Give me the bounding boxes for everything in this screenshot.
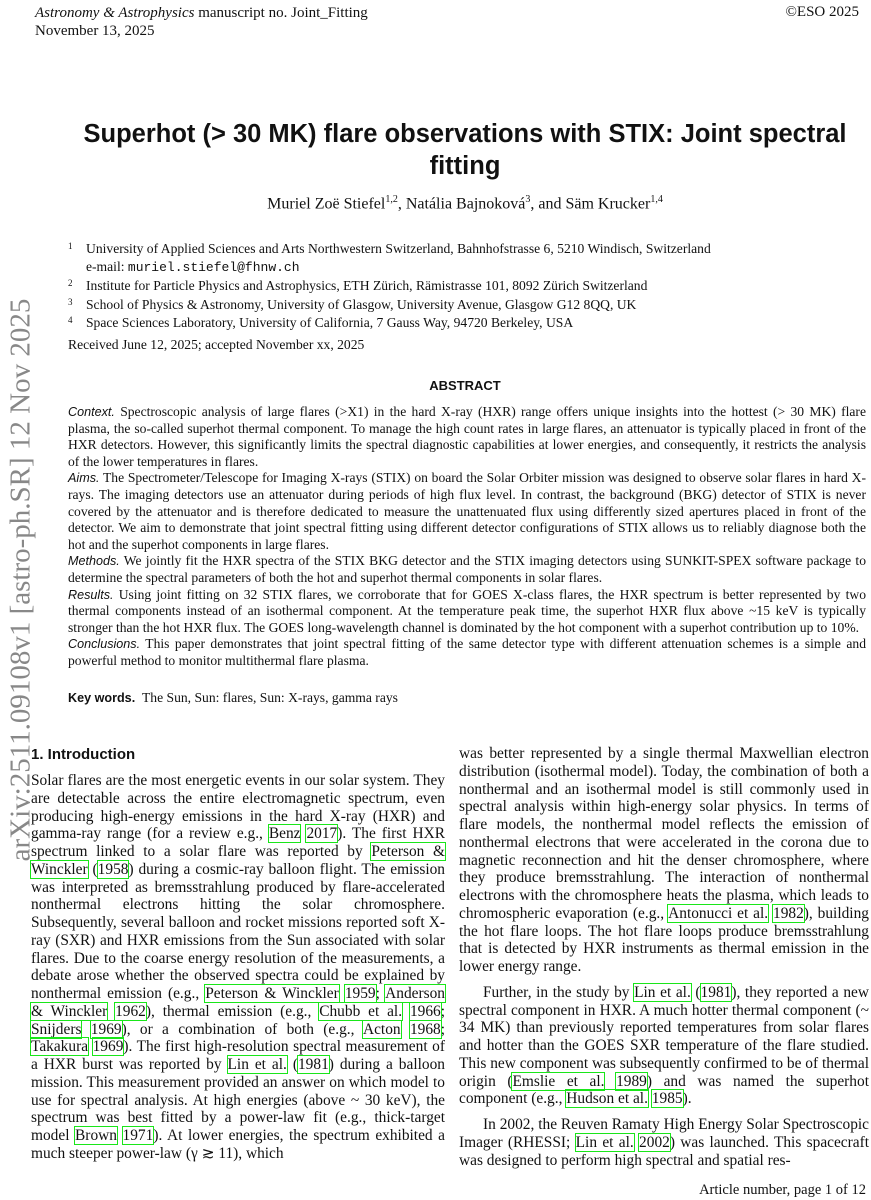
body-text: ) during a cosmic-ray balloon flight. The emission was interpreted as bremsstrahlung produced by flare-accelerated nonthermal electrons hitting the solar chromosphere. Subsequently, several balloon and rocket missions reported soft X-ray (SXR) and HXR emissions from the Sun associated with solar flares. Due to the coarse energy resolution of the measurements, a debate arose whether the observed spectra could be explained by nonthermal emission (e.g., — [31, 860, 445, 1002]
body-text — [88, 1038, 93, 1055]
abstract-section — [68, 404, 866, 470]
abstract-text: We jointly fit the HXR spectra of the STIX BKG detector and the STIX imaging detectors using SUNKIT-SPEX software package to determine the spectral parameters of both the hot and superhot thermal components in solar flares. — [68, 553, 866, 585]
page-footer: Article number, page 1 of 12 — [699, 1182, 866, 1198]
section-heading: 1. Introduction — [31, 746, 136, 763]
body-text: ), they reported a new spectral component in HXR. A much hotter thermal component (~ 34 MK) than previously reported temperatures from solar flares and hotter than the GOES SXR temperature of the flare studied. This new component was subsequently confirmed to be of thermal origin ( — [459, 983, 869, 1090]
citation-link[interactable]: Acton — [362, 1020, 401, 1038]
received-date: Received June 12, 2025; accepted November xx, 2025 — [68, 337, 365, 352]
body-text: ; — [440, 1020, 445, 1038]
citation-link[interactable]: 1981 — [297, 1056, 329, 1073]
abstract-section — [68, 553, 866, 586]
body-paragraph — [459, 745, 869, 976]
author-name: Muriel Zoë Stiefel — [267, 195, 386, 213]
body-text: In 2002, the Reuven Ramaty High Energy Solar Spectroscopic Imager (RHESSI; — [459, 1116, 869, 1151]
body-text — [604, 1073, 616, 1090]
right-column — [459, 745, 869, 1169]
citation-link[interactable]: 2017 — [306, 825, 338, 843]
author-affiliation-marker: 3 — [525, 194, 531, 205]
body-text: ), thermal emission (e.g., — [145, 1002, 320, 1020]
body-text — [339, 985, 345, 1002]
body-text: ), building the hot flare loops. The hot flare loops produce bremsstrahlung that is detected by HXR instruments as thermal emission in the lower energy range. — [459, 904, 869, 975]
copyright: ©ESO 2025 — [785, 4, 859, 20]
citation-link[interactable]: 1971 — [122, 1127, 154, 1144]
citation-link[interactable]: 1989 — [616, 1072, 647, 1090]
email-link[interactable]: muriel.stiefel@fhnw.ch — [127, 260, 300, 276]
citation-link[interactable]: 1969 — [90, 1020, 122, 1038]
body-text: ). The first HXR spectrum linked to a solar flare was reported by — [31, 825, 445, 860]
body-text: ( — [286, 1056, 298, 1073]
citation-link[interactable]: 1962 — [115, 1002, 146, 1020]
abstract-section — [68, 636, 866, 669]
body-text: ). The first high-resolution spectral measurement of a HXR burst was reported by — [31, 1038, 445, 1073]
citation-link[interactable]: 1981 — [700, 983, 732, 1001]
abstract-label: Aims. — [68, 471, 100, 486]
email-label: e-mail: — [86, 259, 128, 275]
body-paragraph — [459, 984, 869, 1108]
body-text: ( — [87, 860, 98, 878]
body-text — [402, 1003, 410, 1020]
body-text: ; — [440, 1002, 445, 1020]
body-text: Further, in the study by — [483, 983, 635, 1001]
abstract-label: Methods. — [68, 554, 120, 569]
abstract-section — [68, 587, 866, 637]
affiliation — [68, 314, 711, 332]
abstract-text: The Spectrometer/Telescope for Imaging X-rays (STIX) on board the Solar Orbiter mission was designed to observe solar flares in hard X-rays. The imaging detectors use an attenuator during periods of high flux level. In contrast, the background (BKG) detector of STIX is never covered by the attenuator and is therefore dedicated to measure the unattenuated flux using differently sized apertures placed in front of the detector. We aim to demonstrate that joint spectral fitting using different detector configurations of STIX allows us to reliably diagnose both the hot and the superhot components in large flares. — [68, 470, 866, 552]
citation-link[interactable]: 1982 — [773, 904, 804, 922]
author-affiliation-marker: 1,2 — [385, 194, 398, 205]
citation-link[interactable]: 2002 — [639, 1133, 670, 1151]
author-separator: , — [397, 195, 406, 213]
body-paragraph — [31, 772, 445, 1163]
running-header — [35, 4, 368, 40]
citation-link[interactable]: Anderson & Winckler — [31, 985, 445, 1020]
body-text: ), or a combination of both (e.g., — [121, 1020, 363, 1038]
citation-link[interactable]: Chubb et al. — [319, 1002, 403, 1020]
abstract-label: Results. — [68, 587, 114, 602]
author-name: Natália Bajnoková — [405, 195, 526, 213]
manuscript-number: manuscript no. Joint_Fitting — [198, 5, 368, 21]
citation-link[interactable]: Peterson & Winckler — [205, 985, 339, 1002]
body-text: was better represented by a single thermal Maxwellian electron distribution (isothermal model). Today, the combination of both a nonthermal and an isothermal model is still commonly used in spectral analysis within high-energy solar physics. In terms of flare models, the nonthermal model reflects the emission of nonthermal electrons that were accelerated in the corona due to magnetic reconnection and hit the denser chromosphere, where they produce bremsstrahlung. The interaction of nonthermal electrons with the chromosphere heats the plasma, which leads to chromospheric evaporation (e.g., — [459, 745, 869, 922]
citation-link[interactable]: 1959 — [344, 985, 376, 1002]
citation-link[interactable]: Lin et al. — [575, 1133, 634, 1151]
body-text: ) and was named the superhot component (e.g., — [459, 1072, 869, 1108]
body-text: ). At lower energies, the spectrum exhibited a much steeper power-law (γ ≳ 11), which — [31, 1127, 445, 1162]
citation-link[interactable]: Emslie et al. — [512, 1072, 605, 1090]
body-text: ). — [682, 1090, 692, 1108]
body-paragraph — [459, 1116, 869, 1169]
citation-link[interactable]: 1958 — [97, 860, 129, 878]
body-text — [107, 1003, 115, 1020]
abstract-text: Spectroscopic analysis of large flares (>X1) in the hard X-ray (HXR) range offers unique insights into the hottest (> 30 MK) flare plasma, the so-called superhot thermal component. To manage the high count rates in large flares, an attenuator is typically placed in front of the HXR detectors. However, this significantly limits the spectral diagnostic capabilities at lower energies, and consequently, it restricts the analysis of the lower temperatures in flares. — [68, 404, 866, 469]
citation-link[interactable]: 1969 — [92, 1038, 124, 1056]
affiliations — [68, 240, 711, 332]
author-name: Säm Krucker — [565, 195, 651, 213]
citation-link[interactable]: Brown — [75, 1127, 117, 1144]
body-text: ( — [690, 983, 701, 1001]
affiliation-number: 1 — [68, 241, 73, 251]
citation-link[interactable]: Peterson & Winckler — [31, 843, 445, 878]
abstract-label: Context. — [68, 405, 115, 419]
body-text — [401, 1021, 410, 1038]
citation-link[interactable]: Hudson et al. — [566, 1090, 648, 1108]
affiliation-number: 3 — [68, 296, 73, 307]
abstract-section — [68, 470, 866, 553]
citation-link[interactable]: Takakura — [31, 1038, 89, 1056]
keywords-label: Key words. — [68, 691, 136, 705]
body-text: Solar flares are the most energetic events in our solar system. They are detectable across the entire electromagnetic spectrum, even producing high-energy emissions in the hard X-ray (HXR) and gamma-ray range (for a review e.g., — [31, 772, 445, 843]
body-text: ) during a balloon mission. This measurement provided an answer on which model to use for spectral analysis. At high energies (above ~ 30 keV), the spectrum was best fitted by a power-law fit (e.g., thick-target model — [31, 1056, 445, 1144]
body-text — [117, 1127, 123, 1144]
citation-link[interactable]: Lin et al. — [634, 983, 691, 1001]
affiliation — [68, 277, 711, 295]
abstract-heading: ABSTRACT — [429, 378, 501, 393]
affiliation-text: School of Physics & Astronomy, University of Glasgow, University Avenue, Glasgow G12 8QQ, UK — [86, 296, 637, 312]
affiliation-number: 2 — [68, 278, 73, 289]
affiliation — [68, 240, 711, 277]
author-list — [60, 194, 870, 213]
header-date: November 13, 2025 — [35, 23, 155, 39]
citation-link[interactable]: 1968 — [409, 1020, 441, 1038]
abstract-text: This paper demonstrates that joint spectral fitting of the same detector type with different attenuation schemes is a simple and powerful method to monitor multithermal flare plasma. — [68, 636, 866, 668]
affiliation-number: 4 — [68, 314, 73, 325]
keywords — [68, 690, 398, 706]
citation-link[interactable]: Snijders — [31, 1020, 82, 1038]
affiliation-text: University of Applied Sciences and Arts Northwestern Switzerland, Bahnhofstrasse 6, 5210 Windisch, Switzerland — [86, 241, 711, 256]
author-separator: , and — [530, 195, 566, 213]
affiliation-text: Institute for Particle Physics and Astrophysics, ETH Zürich, Rämistrasse 101, 8092 Zürich Switzerland — [86, 278, 648, 294]
body-text: ) was launched. This spacecraft was designed to perform high spectral and spatial res- — [459, 1133, 869, 1169]
citation-link[interactable]: 1985 — [651, 1090, 683, 1108]
abstract-label: Conclusions. — [68, 637, 141, 652]
left-column — [31, 772, 445, 1163]
body-text: ; — [375, 985, 386, 1002]
keywords-text: The Sun, Sun: flares, Sun: X-rays, gamma rays — [141, 690, 398, 705]
journal-name: Astronomy & Astrophysics — [35, 5, 195, 21]
affiliation — [68, 296, 711, 314]
citation-link[interactable]: Benz — [268, 825, 301, 843]
paper-title: Superhot (> 30 MK) flare observations with STIX: Joint spectral fitting — [83, 120, 847, 180]
citation-link[interactable]: Lin et al. — [227, 1056, 287, 1073]
affiliation-text: Space Sciences Laboratory, University of California, 7 Gauss Way, 94720 Berkeley, USA — [86, 314, 574, 330]
abstract — [68, 404, 866, 670]
abstract-text: Using joint fitting on 32 STIX flares, we corroborate that for GOES X-class flares, the HXR spectrum is better represented by two thermal components instead of an isothermal component. At the temperature peak time, the superhot HXR flux above ~15 keV is typically stronger than the hot HXR flux. The GOES long-wavelength channel is dominated by the hot component with a superhot contribution up to 10%. — [68, 586, 866, 635]
arxiv-stamp-text: arXiv:2511.09108v1 [astro-ph.SR] 12 Nov 2025 — [4, 298, 37, 862]
author-affiliation-marker: 1,4 — [650, 194, 663, 205]
body-text — [81, 1021, 90, 1038]
citation-link[interactable]: 1966 — [409, 1002, 441, 1020]
citation-link[interactable]: Antonucci et al. — [668, 904, 769, 922]
